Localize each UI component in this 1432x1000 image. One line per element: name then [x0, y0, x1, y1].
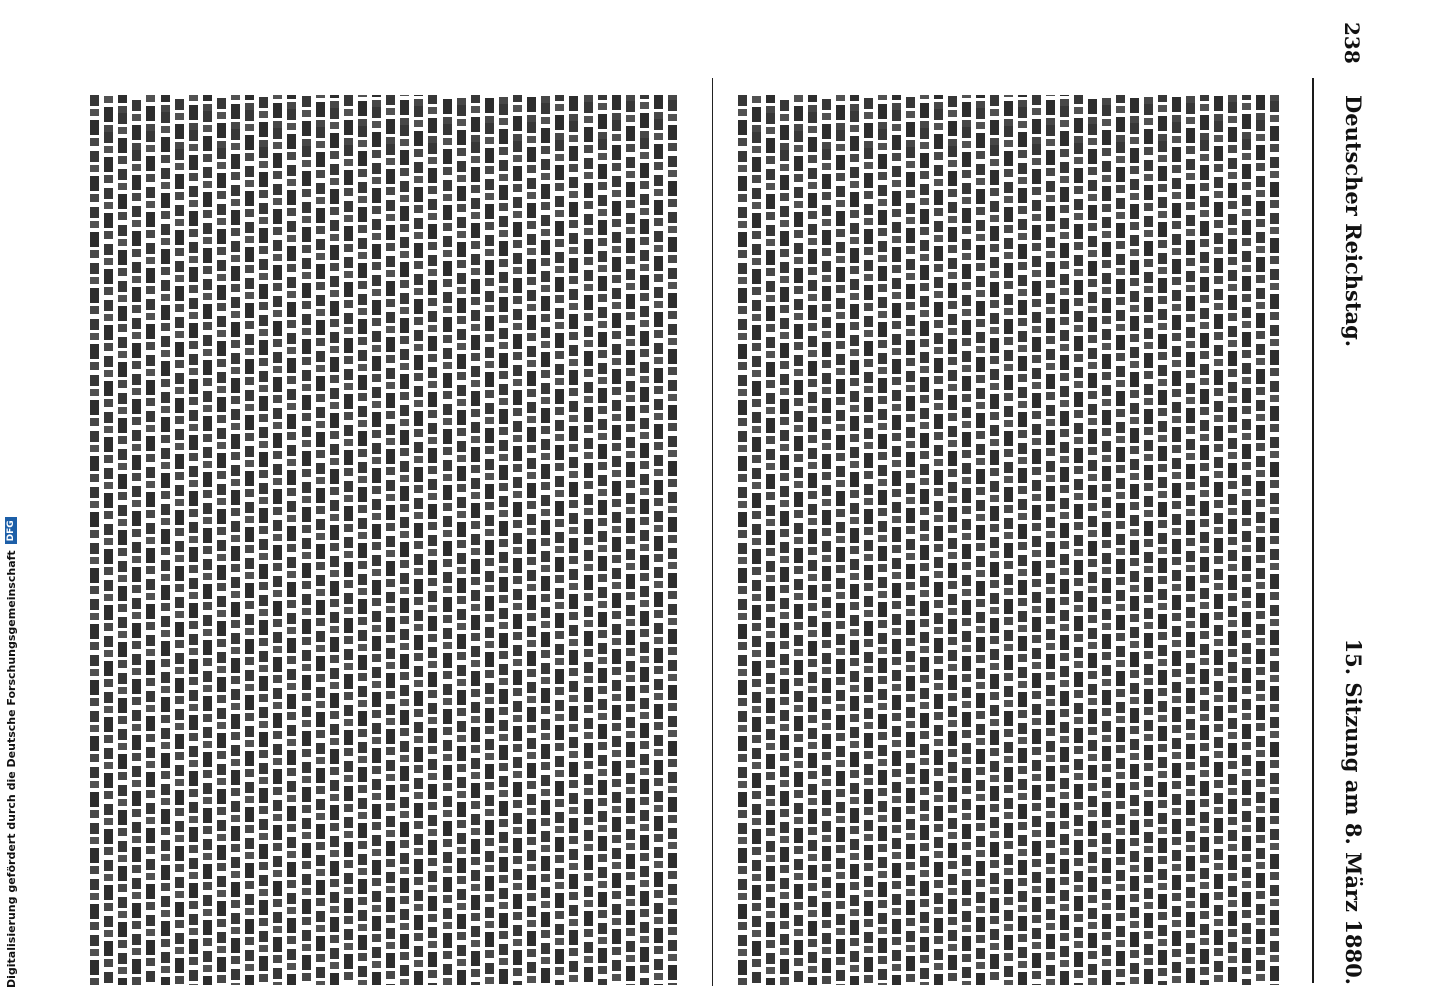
text-line	[344, 95, 353, 985]
text-line	[864, 95, 873, 985]
text-line	[668, 95, 677, 985]
text-line	[386, 95, 395, 985]
text-line	[259, 95, 268, 985]
text-line	[766, 95, 775, 985]
text-line	[1242, 95, 1251, 985]
text-line	[878, 95, 887, 985]
text-line	[948, 95, 957, 985]
text-line	[1270, 95, 1279, 985]
text-line	[822, 95, 831, 985]
text-line	[584, 95, 593, 985]
text-line	[414, 95, 423, 985]
text-line	[231, 95, 240, 985]
text-line	[1032, 95, 1041, 985]
text-line	[1186, 95, 1195, 985]
text-line	[287, 95, 296, 985]
text-line	[541, 95, 550, 985]
text-line	[626, 95, 635, 985]
text-line	[245, 95, 254, 985]
text-line	[555, 95, 564, 985]
text-line	[794, 95, 803, 985]
text-line	[1228, 95, 1237, 985]
text-line	[104, 95, 113, 985]
running-head-right: 15. Sitzung am 8. März 1880.	[1341, 638, 1367, 985]
text-line	[654, 95, 663, 985]
text-line	[175, 95, 184, 985]
text-line	[330, 95, 339, 985]
text-line	[738, 95, 747, 985]
text-line	[569, 95, 578, 985]
text-line	[1144, 95, 1153, 985]
text-line	[146, 95, 155, 985]
text-line	[836, 95, 845, 985]
text-line	[189, 95, 198, 985]
text-line	[358, 95, 367, 985]
text-line	[962, 95, 971, 985]
text-line	[316, 95, 325, 985]
running-head-left: Deutscher Reichstag.	[1341, 95, 1367, 348]
text-line	[428, 95, 437, 985]
text-line	[920, 95, 929, 985]
text-line	[485, 95, 494, 985]
text-line	[976, 95, 985, 985]
text-column-left	[90, 95, 685, 985]
text-column-right	[738, 95, 1286, 985]
text-line	[1116, 95, 1125, 985]
text-line	[752, 95, 761, 985]
text-line	[302, 95, 311, 985]
text-line	[1018, 95, 1027, 985]
text-line	[1060, 95, 1069, 985]
text-line	[906, 95, 915, 985]
text-line	[1088, 95, 1097, 985]
page-number: 238	[1340, 22, 1364, 64]
text-line	[808, 95, 817, 985]
text-line	[1130, 95, 1139, 985]
text-line	[499, 95, 508, 985]
digitization-credit	[4, 520, 18, 988]
text-line	[161, 95, 170, 985]
header-rule	[1312, 78, 1314, 983]
text-line	[372, 95, 381, 985]
credit-text: Digitalisierung gefördert durch die Deutsche Forschungsgemeinschaft	[4, 550, 18, 988]
running-head	[1340, 95, 1368, 985]
text-line	[1102, 95, 1111, 985]
text-line	[527, 95, 536, 985]
text-line	[400, 95, 409, 985]
text-line	[513, 95, 522, 985]
text-line	[457, 95, 466, 985]
text-line	[203, 95, 212, 985]
text-line	[598, 95, 607, 985]
text-line	[471, 95, 480, 985]
text-line	[780, 95, 789, 985]
text-line	[1172, 95, 1181, 985]
text-line	[273, 95, 282, 985]
column-divider	[712, 78, 713, 986]
text-line	[1004, 95, 1013, 985]
text-line	[612, 95, 621, 985]
text-line	[443, 95, 452, 985]
text-line	[90, 95, 99, 985]
dfg-logo: DFG	[5, 517, 17, 544]
text-line	[1200, 95, 1209, 985]
text-line	[1256, 95, 1265, 985]
text-line	[892, 95, 901, 985]
text-line	[1046, 95, 1055, 985]
text-line	[990, 95, 999, 985]
text-line	[217, 95, 226, 985]
text-line	[1074, 95, 1083, 985]
text-line	[1158, 95, 1167, 985]
text-line	[850, 95, 859, 985]
text-line	[1214, 95, 1223, 985]
text-line	[132, 95, 141, 985]
text-line	[934, 95, 943, 985]
text-line	[118, 95, 127, 985]
text-line	[640, 95, 649, 985]
